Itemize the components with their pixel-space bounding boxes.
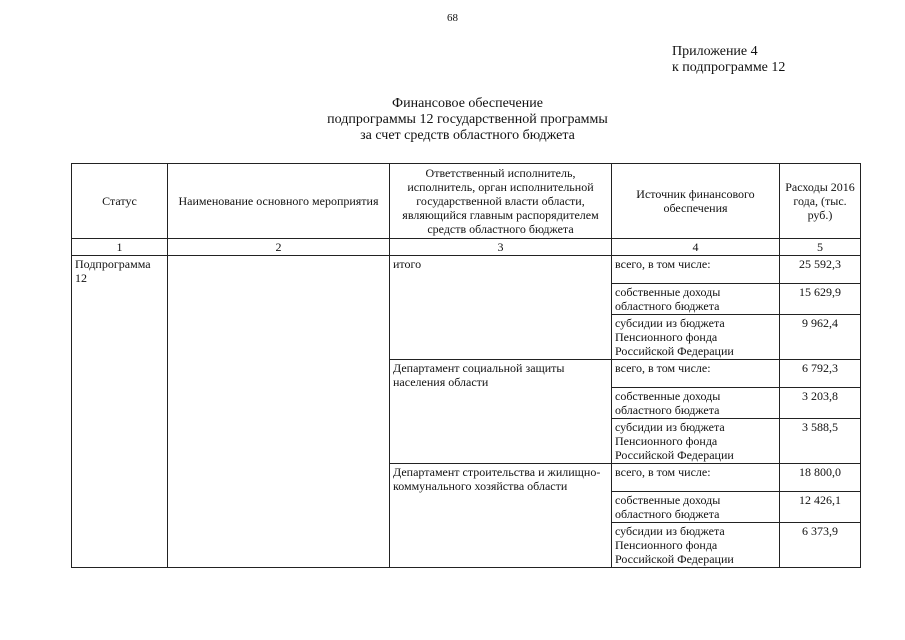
header-activity: Наименование основного мероприятия xyxy=(168,164,390,239)
amount-cell: 6 792,3 xyxy=(780,360,861,388)
column-number: 4 xyxy=(612,239,780,256)
source-cell: субсидии из бюджета Пенсионного фонда Российской Федерации xyxy=(612,419,780,464)
source-cell: собственные доходы областного бюджета xyxy=(612,284,780,315)
header-source: Источник финансового обеспечения xyxy=(612,164,780,239)
appendix-line-2: к подпрограмме 12 xyxy=(672,60,786,75)
source-cell: всего, в том числе: xyxy=(612,360,780,388)
header-row xyxy=(72,164,861,239)
source-cell: всего, в том числе: xyxy=(612,464,780,492)
source-cell: субсидии из бюджета Пенсионного фонда Российской Федерации xyxy=(612,315,780,360)
source-cell: собственные доходы областного бюджета xyxy=(612,388,780,419)
amount-cell: 6 373,9 xyxy=(780,523,861,568)
amount-cell: 25 592,3 xyxy=(780,256,861,284)
header-executor: Ответственный исполнитель, исполнитель, орган исполнительной государственной власти области, являющийся главным распорядителем средств областного бюджета xyxy=(390,164,612,239)
amount-cell: 3 203,8 xyxy=(780,388,861,419)
amount-cell: 18 800,0 xyxy=(780,464,861,492)
amount-cell: 3 588,5 xyxy=(780,419,861,464)
column-number-row xyxy=(72,239,861,256)
column-number: 2 xyxy=(168,239,390,256)
column-number: 1 xyxy=(72,239,168,256)
column-number: 3 xyxy=(390,239,612,256)
source-cell: субсидии из бюджета Пенсионного фонда Российской Федерации xyxy=(612,523,780,568)
header-expenses: Расходы 2016 года, (тыс. руб.) xyxy=(780,164,861,239)
title-line-2: подпрограммы 12 государственной программы xyxy=(327,112,608,127)
executor-cell: Департамент социальной защиты населения области xyxy=(390,360,612,464)
amount-cell: 15 629,9 xyxy=(780,284,861,315)
executor-cell: Департамент строительства и жилищно-коммунального хозяйства области xyxy=(390,464,612,568)
activity-cell xyxy=(168,256,390,568)
amount-cell: 9 962,4 xyxy=(780,315,861,360)
column-number: 5 xyxy=(780,239,861,256)
appendix-line-1: Приложение 4 xyxy=(672,44,758,59)
amount-cell: 12 426,1 xyxy=(780,492,861,523)
appendix-note xyxy=(672,44,785,76)
title-line-1: Финансовое обеспечение xyxy=(392,96,543,111)
table-row xyxy=(72,256,861,284)
status-cell: Подпрограмма 12 xyxy=(72,256,168,568)
title-line-3: за счет средств областного бюджета xyxy=(360,128,575,143)
page-number: 68 xyxy=(447,12,458,24)
source-cell: всего, в том числе: xyxy=(612,256,780,284)
source-cell: собственные доходы областного бюджета xyxy=(612,492,780,523)
financing-table xyxy=(71,163,861,568)
document-title xyxy=(0,96,905,144)
executor-cell: итого xyxy=(390,256,612,360)
header-status: Статус xyxy=(72,164,168,239)
